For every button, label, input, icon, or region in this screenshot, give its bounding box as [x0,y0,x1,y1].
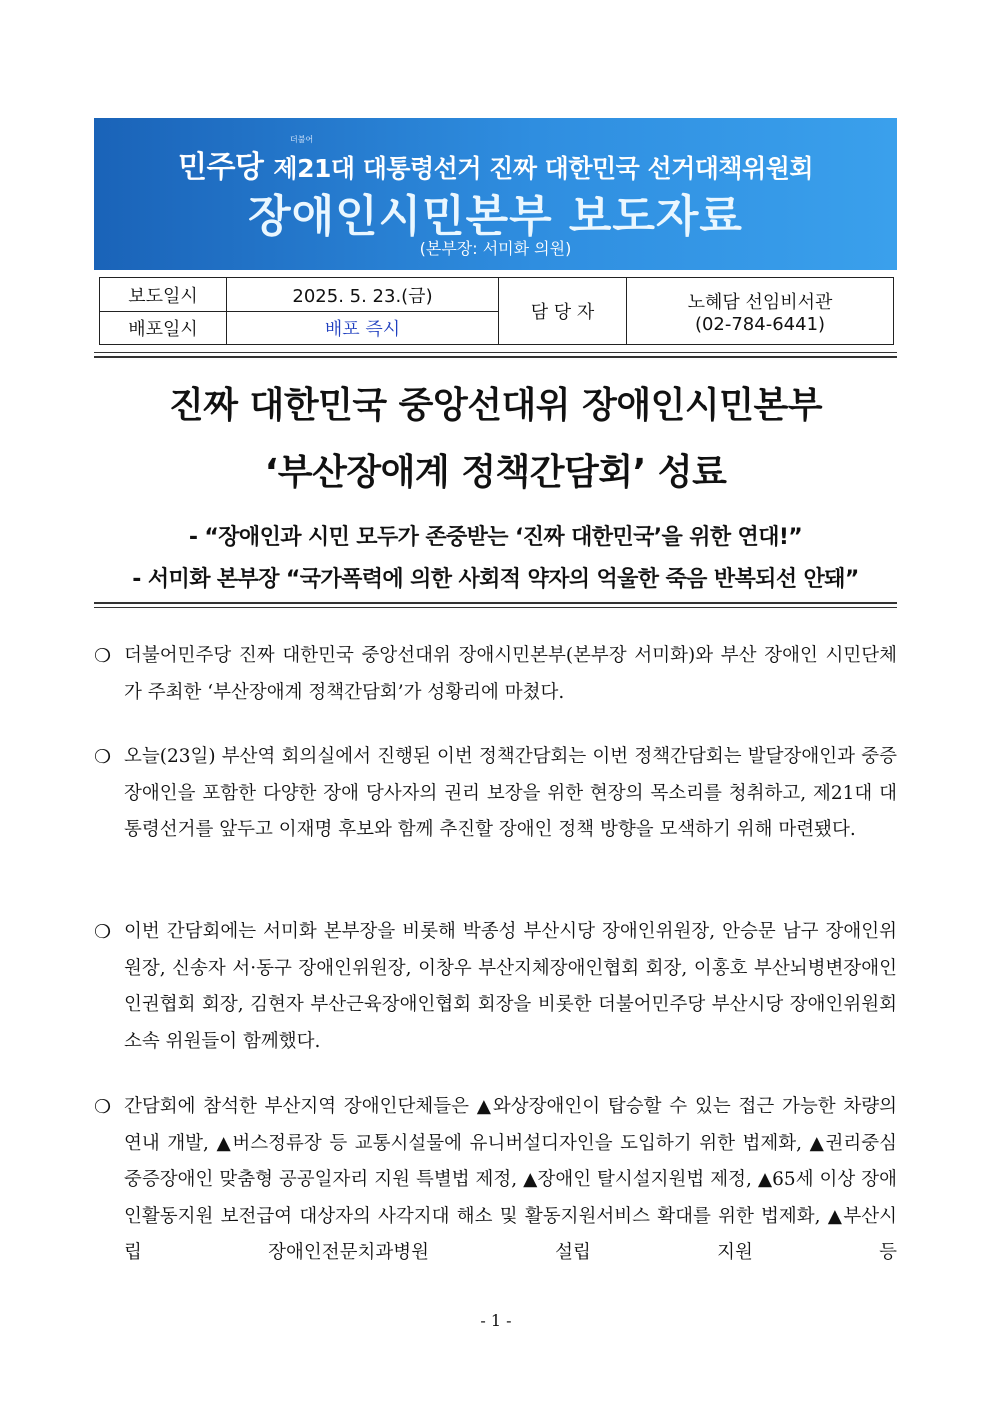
headline-line-1: 진짜 대한민국 중앙선대위 장애인시민본부 [168,385,823,426]
contact-name: 노혜담 선임비서관 [687,291,833,313]
report-date-label: 보도일시 [100,278,227,312]
release-info-table [99,277,894,345]
banner-title: 장애인시민본부 보도자료 [248,191,743,242]
distribution-label: 배포일시 [100,312,227,345]
paragraph [94,914,897,1060]
hollow-circle-icon: ❍ [94,645,112,667]
paragraph-text: 더불어민주당 진짜 대한민국 중앙선대위 장애시민본부(본부장 서미화)와 부산 장애인 시민단체가 주최한 ‘부산장애계 정책간담회’가 성황리에 마쳤다. [124,645,897,703]
distribution-value: 배포 즉시 [227,312,499,345]
paragraph [94,739,897,849]
contact-phone: (02-784-6441) [694,313,826,335]
press-release-banner [94,118,897,270]
party-logo-small-text: 더불어 [290,135,314,144]
paragraph-text: 이번 간담회에는 서미화 본부장을 비롯해 박종성 부산시당 장애인위원장, 안승문 남구 장애인위원장, 신송자 서·동구 장애인위원장, 이창우 부산지체장애인협회 회장, 이홍호 부산뇌병변장애인인권협회 회장, 김현자 부산근육장애인협회 회장을 비롯한 더불어민주당 부산시당 장애인위원회 소속 위원들이 함께했다. [124,921,897,1052]
contact-cell [627,278,894,345]
paragraph [94,1089,897,1272]
divider [94,607,897,608]
banner-headline-text: 제21대 대통령선거 진짜 대한민국 선거대책위원회 [273,154,814,183]
headline-line-2: ‘부산장애계 정책간담회’ 성료 [264,452,727,493]
contact-label: 담 당 자 [499,278,627,345]
subheadline-2: - 서미화 본부장 “국가폭력에 의한 사회적 약자의 억울한 죽음 반복되선 안돼” [132,567,859,592]
paragraph-text: 간담회에 참석한 부산지역 장애인단체들은 ▲와상장애인이 탑승할 수 있는 접근 가능한 차량의 연내 개발, ▲버스정류장 등 교통시설물에 유니버설디자인을 도입하기 위한 법제화, ▲권리중심 중증장애인 맞춤형 공공일자리 지원 특별법 제정, ▲장애인 탈시설지원법 제정, ▲65세 이상 장애인활동지원 보전급여 대상자의 사각지대 해소 및 활동지원서비스 확대를 위한 법제화, ▲부산시립 장애인전문치과병원 설립 지원 등 [124,1096,897,1263]
page-number: - 1 - [480,1311,512,1330]
hollow-circle-icon: ❍ [94,1096,112,1118]
hollow-circle-icon: ❍ [94,921,112,943]
divider [94,356,897,358]
paragraph-text: 오늘(23일) 부산역 회의실에서 진행된 이번 정책간담회는 이번 정책간담회는 발달장애인과 중증장애인을 포함한 다양한 장애 당사자의 권리 보장을 위한 현장의 목소리를 청취하고, 제21대 대통령선거를 앞두고 이재명 후보와 함께 추진할 장애인 정책 방향을 모색하기 위해 마련됐다. [124,746,897,840]
divider [94,602,897,604]
party-logo: 민주당 [177,150,264,185]
hollow-circle-icon: ❍ [94,746,112,768]
divider [94,352,897,353]
banner-subtitle: (본부장: 서미화 의원) [419,239,572,258]
subheadline-1: - “장애인과 시민 모두가 존중받는 ‘진짜 대한민국’을 위한 연대!” [188,525,803,550]
report-date-value: 2025. 5. 23.(금) [227,278,499,312]
paragraph [94,638,897,711]
